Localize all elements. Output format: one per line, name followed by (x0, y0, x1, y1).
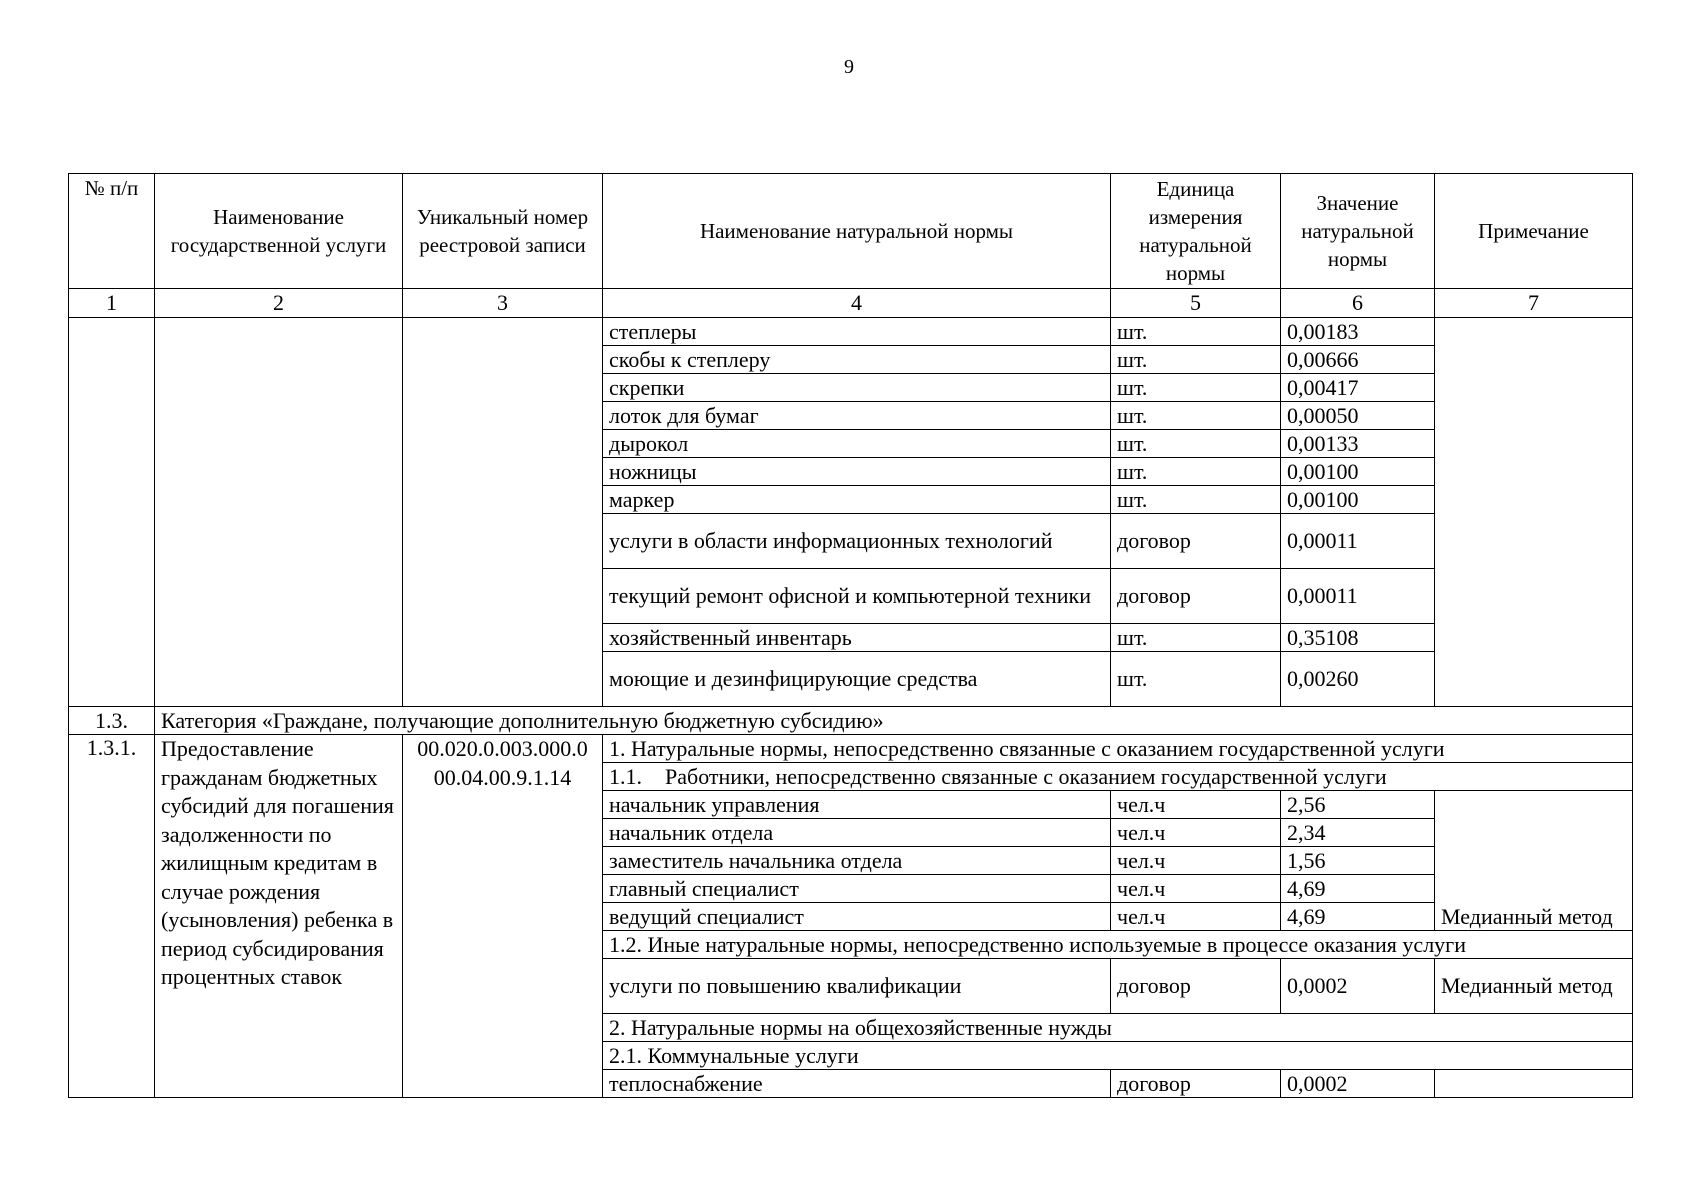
table-row (69, 735, 1633, 763)
norm-unit: шт. (1111, 624, 1281, 652)
header-registry-number: Уникальный номер реестровой записи (403, 174, 603, 289)
norm-name: начальник управления (603, 791, 1111, 819)
norm-unit: чел.ч (1111, 791, 1281, 819)
column-number: 6 (1281, 289, 1435, 318)
norm-value: 0,00260 (1281, 652, 1435, 707)
norm-name: ведущий специалист (603, 903, 1111, 931)
category-number: 1.3. (69, 707, 155, 735)
section-2-1-title: 2.1. Коммунальные услуги (603, 1042, 1633, 1070)
norm-unit: шт. (1111, 318, 1281, 346)
norm-value: 0,00011 (1281, 569, 1435, 624)
registry-number: 00.020.0.003.000.0 00.04.00.9.1.14 (403, 735, 603, 1098)
norm-note: Медианный метод (1435, 959, 1633, 1014)
norm-name: скобы к степлеру (603, 346, 1111, 374)
column-number: 4 (603, 289, 1111, 318)
norm-name: ножницы (603, 458, 1111, 486)
norm-name: лоток для бумаг (603, 402, 1111, 430)
header-value: Значение натуральной нормы (1281, 174, 1435, 289)
natural-norms-table (68, 173, 1633, 1098)
norm-unit: чел.ч (1111, 847, 1281, 875)
section-1-1-text: Работники, непосредственно связанные с оказанием государственной услуги (665, 763, 1387, 789)
norm-name: заместитель начальника отдела (603, 847, 1111, 875)
header-unit: Единица измерения натуральной нормы (1111, 174, 1281, 289)
norm-value: 0,00666 (1281, 346, 1435, 374)
norm-name: степлеры (603, 318, 1111, 346)
norm-value: 0,0002 (1281, 959, 1435, 1014)
norm-unit: договор (1111, 514, 1281, 569)
column-number: 3 (403, 289, 603, 318)
column-number: 1 (69, 289, 155, 318)
section-1-2-title: 1.2. Иные натуральные нормы, непосредственно используемые в процессе оказания услуги (603, 931, 1633, 959)
norm-value: 2,56 (1281, 791, 1435, 819)
norm-value: 1,56 (1281, 847, 1435, 875)
norm-note (1435, 1070, 1633, 1098)
empty-note-cell (1435, 318, 1633, 707)
empty-service-cell (155, 318, 403, 707)
header-norm-name: Наименование натуральной нормы (603, 174, 1111, 289)
norm-name: моющие и дезинфицирующие средства (603, 652, 1111, 707)
norm-unit: чел.ч (1111, 819, 1281, 847)
norm-name: услуги по повышению квалификации (603, 959, 1111, 1014)
column-numbers-row (69, 289, 1633, 318)
norm-unit: договор (1111, 959, 1281, 1014)
norm-unit: договор (1111, 569, 1281, 624)
norm-name: услуги в области информационных технологий (603, 514, 1111, 569)
empty-number-cell (69, 318, 155, 707)
norm-value: 0,00133 (1281, 430, 1435, 458)
norm-unit: чел.ч (1111, 903, 1281, 931)
norm-unit: шт. (1111, 458, 1281, 486)
norm-name: дырокол (603, 430, 1111, 458)
section-2-title: 2. Натуральные нормы на общехозяйственные нужды (603, 1014, 1633, 1042)
column-number: 2 (155, 289, 403, 318)
norm-value: 2,34 (1281, 819, 1435, 847)
service-name: Предоставление гражданам бюджетных субсидий для погашения задолженности по жилищным кредитам в случае рождения (усыновления) ребенка в период субсидирования процентных ставок (155, 735, 403, 1098)
norm-value: 0,00183 (1281, 318, 1435, 346)
norm-name: теплоснабжение (603, 1070, 1111, 1098)
norm-unit: шт. (1111, 430, 1281, 458)
page-number: 9 (844, 56, 854, 78)
norm-unit: шт. (1111, 486, 1281, 514)
norm-value: 0,00100 (1281, 486, 1435, 514)
service-number: 1.3.1. (69, 735, 155, 1098)
norm-value: 0,00417 (1281, 374, 1435, 402)
section-1-title: 1. Натуральные нормы, непосредственно связанные с оказанием государственной услуги (603, 735, 1633, 763)
empty-registry-cell (403, 318, 603, 707)
norm-name: текущий ремонт офисной и компьютерной техники (603, 569, 1111, 624)
norm-value: 0,00100 (1281, 458, 1435, 486)
header-service-name: Наименование государственной услуги (155, 174, 403, 289)
norm-value: 0,00050 (1281, 402, 1435, 430)
norm-value: 4,69 (1281, 903, 1435, 931)
column-number: 5 (1111, 289, 1281, 318)
norm-unit: договор (1111, 1070, 1281, 1098)
workers-note: Медианный метод (1435, 791, 1633, 931)
norm-name: начальник отдела (603, 819, 1111, 847)
header-note: Примечание (1435, 174, 1633, 289)
table-row (69, 318, 1633, 346)
column-number: 7 (1435, 289, 1633, 318)
norm-name: хозяйственный инвентарь (603, 624, 1111, 652)
category-title: Категория «Граждане, получающие дополнительную бюджетную субсидию» (155, 707, 1633, 735)
norm-unit: шт. (1111, 374, 1281, 402)
section-1-1-number: 1.1. (609, 763, 642, 789)
norm-unit: чел.ч (1111, 875, 1281, 903)
norm-name: главный специалист (603, 875, 1111, 903)
header-row (69, 174, 1633, 289)
norm-value: 0,0002 (1281, 1070, 1435, 1098)
norm-unit: шт. (1111, 652, 1281, 707)
norm-unit: шт. (1111, 346, 1281, 374)
norm-unit: шт. (1111, 402, 1281, 430)
header-number: № п/п (69, 174, 155, 289)
category-row (69, 707, 1633, 735)
norm-value: 4,69 (1281, 875, 1435, 903)
norm-name: маркер (603, 486, 1111, 514)
section-1-1-title (603, 763, 1633, 791)
norm-value: 0,35108 (1281, 624, 1435, 652)
norm-name: скрепки (603, 374, 1111, 402)
norm-value: 0,00011 (1281, 514, 1435, 569)
